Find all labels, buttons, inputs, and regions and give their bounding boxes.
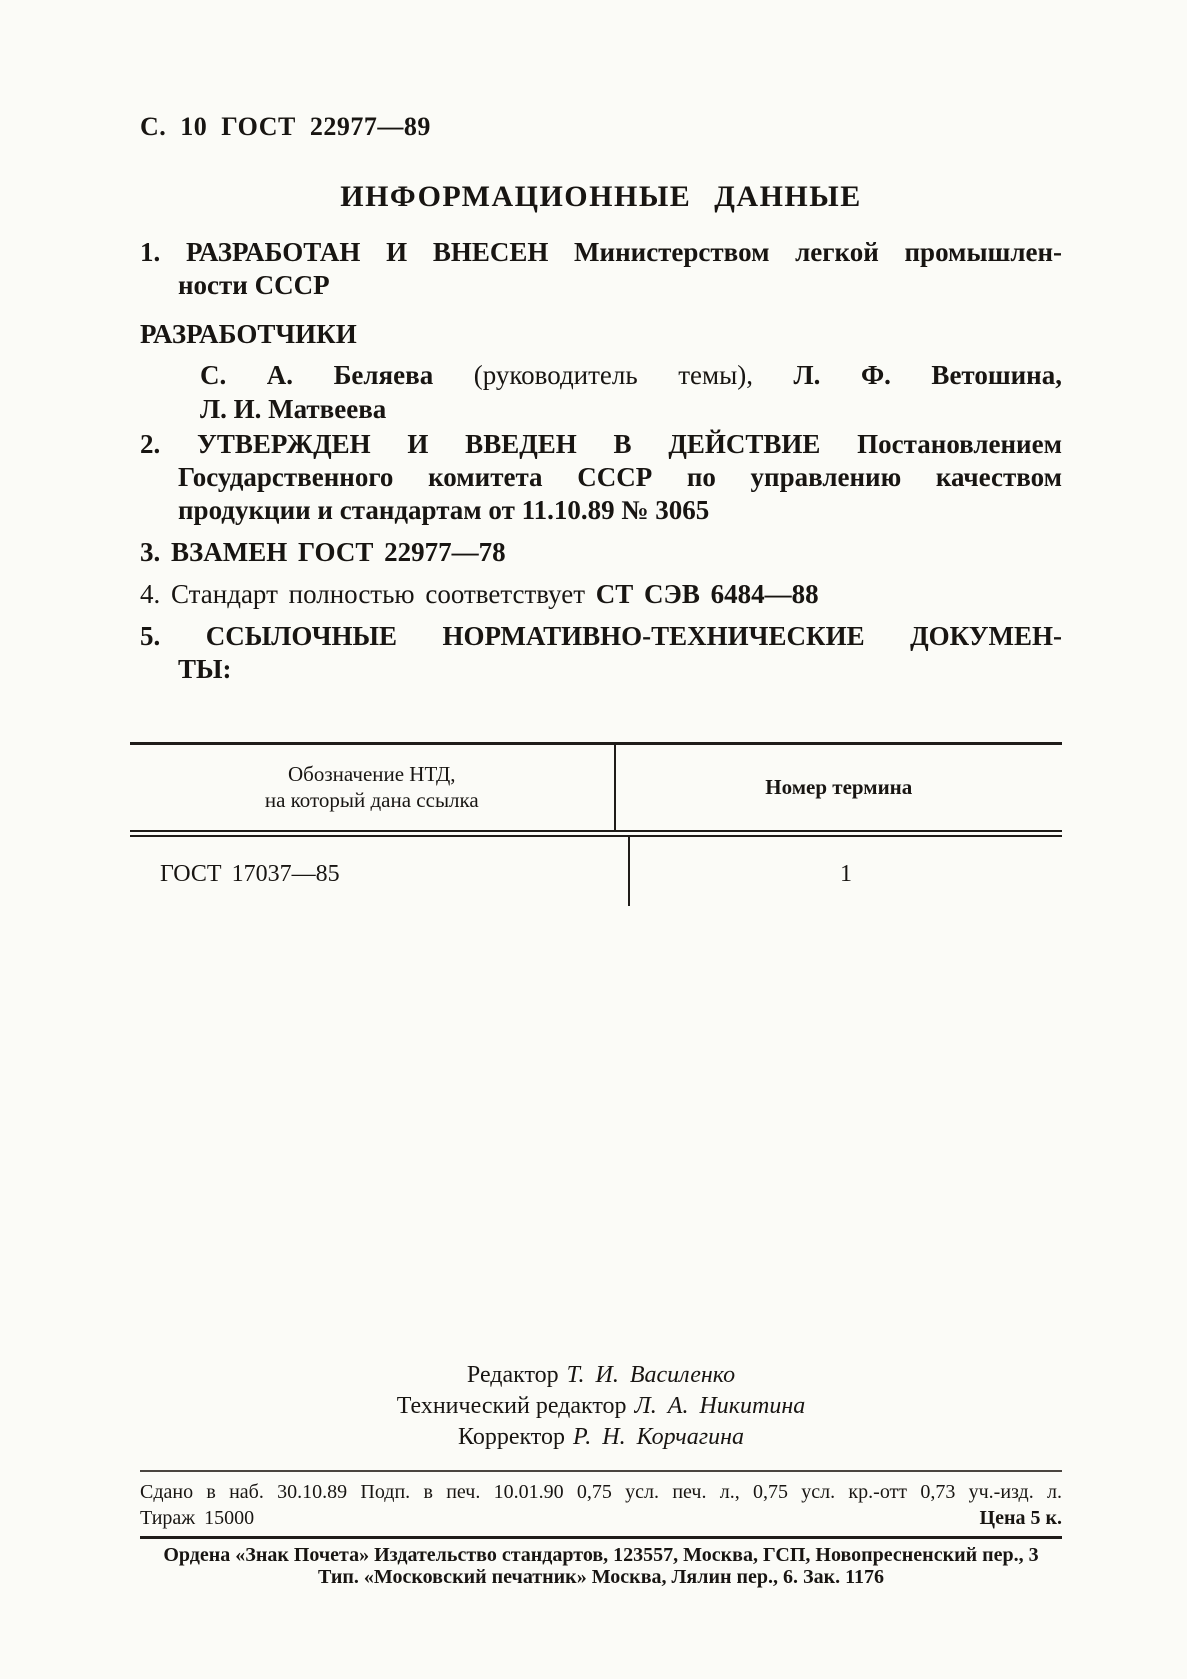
section-1 [140, 236, 1062, 302]
developers-line-1 [200, 358, 1062, 392]
table-header-ntd-line-2: на который дана ссылка [264, 788, 479, 812]
colophon-divider-rule [140, 1536, 1062, 1539]
credits-editor-label: Редактор [466, 1362, 559, 1388]
section-5-line-1: 5. ССЫЛОЧНЫЕ НОРМАТИВНО-ТЕХНИЧЕСКИЕ ДОКУМЕН- [140, 621, 1062, 651]
table-row [130, 837, 1062, 906]
table-header-row [130, 745, 1062, 830]
printer-line: Тип. «Московский печатник» Москва, Лялин пер., 6. Зак. 1176 [318, 1566, 884, 1588]
print-run-row [140, 1507, 1062, 1530]
table-header-ntd [130, 745, 616, 830]
developer-name: Л. Ф. Ветошина, [793, 360, 1062, 390]
credits-editor [140, 1360, 1062, 1391]
credits-corrector [140, 1422, 1062, 1453]
imprint-line: Сдано в наб. 30.10.89 Подп. в печ. 10.01.90 0,75 усл. печ. л., 0,75 усл. кр.-отт 0,73 уч.-изд. л. [140, 1481, 1062, 1503]
credits-tech-editor [140, 1391, 1062, 1422]
developers-heading: РАЗРАБОТЧИКИ [140, 319, 357, 349]
developers-names [200, 358, 1062, 426]
section-2-line-2: Государственного комитета СССР по управлению качеством [178, 462, 1062, 492]
developers-line-2: Л. И. Матвеева [200, 394, 387, 424]
section-4-text: 4. Стандарт полностью соответствует [140, 579, 586, 609]
table-header-ntd-line-1: Обозначение НТД, [288, 762, 456, 786]
developer-name: С. А. Беляева [200, 360, 434, 390]
references-table [130, 742, 1062, 906]
credits-corrector-name: Р. Н. Корчагина [572, 1424, 744, 1450]
section-4 [140, 578, 1062, 611]
table-header-term: Номер термина [765, 775, 913, 799]
section-1-line-2: ности СССР [178, 270, 330, 300]
section-5-line-2: ТЫ: [178, 654, 232, 684]
section-5 [140, 620, 1062, 686]
publisher-line: Ордена «Знак Почета» Издательство стандартов, 123557, Москва, ГСП, Новопресненский пер., 3 [163, 1544, 1039, 1566]
price: Цена 5 к. [979, 1507, 1062, 1529]
credits-corrector-label: Корректор [458, 1424, 565, 1450]
running-head: С. 10 ГОСТ 22977—89 [140, 112, 431, 141]
table-cell-ntd: ГОСТ 17037—85 [130, 837, 630, 906]
section-2 [140, 428, 1062, 527]
colophon-top-rule [140, 1470, 1062, 1472]
credits-block [140, 1360, 1062, 1453]
section-2-line-1: 2. УТВЕРЖДЕН И ВВЕДЕН В ДЕЙСТВИЕ Постановлением [140, 429, 1062, 459]
section-2-line-3: продукции и стандартам от 11.10.89 № 3065 [178, 495, 710, 525]
table-cell-term: 1 [840, 861, 852, 887]
section-3: 3. ВЗАМЕН ГОСТ 22977—78 [140, 537, 506, 567]
credits-editor-name: Т. И. Василенко [566, 1362, 736, 1388]
credits-tech-editor-label: Технический редактор [396, 1393, 627, 1419]
document-title: ИНФОРМАЦИОННЫЕ ДАННЫЕ [340, 180, 862, 213]
section-1-line-1: 1. РАЗРАБОТАН И ВНЕСЕН Министерством легкой промышлен- [140, 237, 1062, 267]
section-4-reference: СТ СЭВ 6484—88 [595, 579, 819, 609]
table-header-double-rule [130, 830, 1062, 837]
developer-role: (руководитель темы), [473, 360, 753, 390]
credits-tech-editor-name: Л. А. Никитина [634, 1393, 806, 1419]
print-run: Тираж 15000 [140, 1507, 255, 1529]
